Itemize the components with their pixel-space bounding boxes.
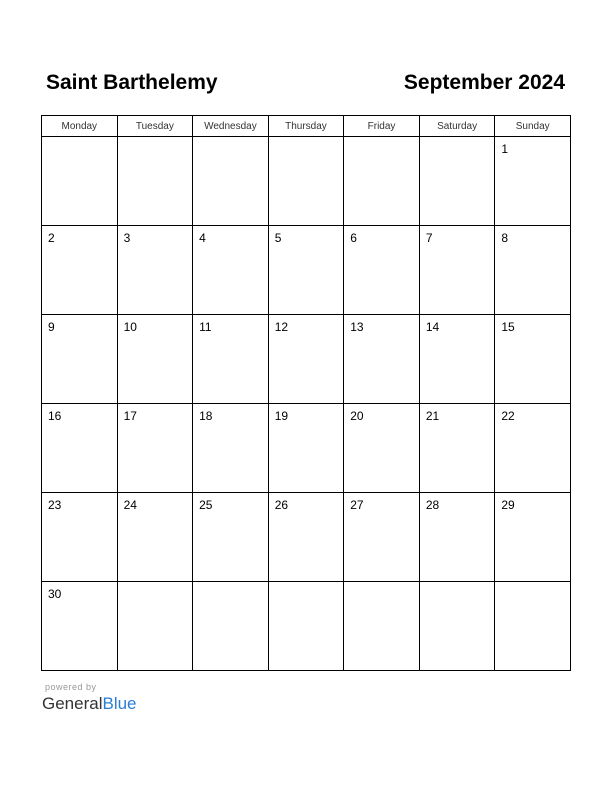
calendar-grid — [41, 115, 571, 671]
brand-blue-text: Blue — [102, 694, 137, 713]
day-cell — [268, 226, 344, 315]
weekday-header: Wednesday — [193, 116, 269, 137]
weekday-header: Friday — [344, 116, 420, 137]
day-number — [420, 137, 495, 142]
day-number: 28 — [425, 498, 440, 512]
week-row — [42, 137, 571, 226]
day-number: 26 — [274, 498, 289, 512]
day-cell — [42, 137, 118, 226]
day-number: 24 — [123, 498, 137, 512]
day-number: 4 — [199, 231, 206, 245]
day-number: 25 — [199, 498, 213, 512]
day-cell — [193, 315, 269, 404]
weekday-header: Sunday — [495, 116, 571, 137]
day-cell — [193, 582, 269, 671]
day-cell — [419, 226, 495, 315]
day-cell — [193, 137, 269, 226]
day-number: 12 — [274, 320, 289, 334]
day-cell — [495, 137, 571, 226]
day-number: 15 — [501, 320, 515, 334]
day-number: 17 — [123, 409, 137, 423]
day-number: 7 — [425, 231, 433, 245]
region-title: Saint Barthelemy — [46, 71, 218, 94]
day-cell — [117, 493, 193, 582]
weekday-header: Tuesday — [117, 116, 193, 137]
day-cell — [344, 493, 420, 582]
day-cell — [42, 226, 118, 315]
month-year-title: September 2024 — [403, 71, 565, 94]
day-number: 22 — [501, 409, 515, 423]
day-cell — [344, 404, 420, 493]
day-number — [118, 137, 193, 142]
day-number: 1 — [501, 142, 509, 156]
day-number: 21 — [425, 409, 440, 423]
day-number: 23 — [48, 498, 62, 512]
day-cell — [268, 315, 344, 404]
day-number: 2 — [48, 231, 55, 245]
day-cell — [117, 226, 193, 315]
day-cell — [268, 493, 344, 582]
weekday-header: Thursday — [268, 116, 344, 137]
day-number — [193, 137, 268, 142]
day-cell — [117, 315, 193, 404]
day-cell — [193, 493, 269, 582]
day-cell — [117, 137, 193, 226]
day-cell — [344, 137, 420, 226]
day-cell — [495, 493, 571, 582]
day-number: 13 — [350, 320, 364, 334]
day-cell — [117, 582, 193, 671]
day-number — [269, 137, 344, 142]
day-number — [42, 137, 117, 142]
week-row — [42, 315, 571, 404]
weekday-header: Monday — [42, 116, 118, 137]
day-number — [269, 582, 344, 587]
day-number: 14 — [425, 320, 440, 334]
day-number: 30 — [48, 587, 62, 601]
day-number — [344, 582, 419, 587]
powered-by-label: powered by — [45, 682, 97, 692]
day-cell — [193, 226, 269, 315]
day-number: 18 — [199, 409, 213, 423]
day-cell — [344, 582, 420, 671]
day-number: 29 — [501, 498, 515, 512]
day-cell — [419, 315, 495, 404]
week-row — [42, 582, 571, 671]
week-row — [42, 493, 571, 582]
weekday-header: Saturday — [419, 116, 495, 137]
day-cell — [117, 404, 193, 493]
day-cell — [419, 137, 495, 226]
day-number: 11 — [199, 320, 212, 334]
day-number: 9 — [48, 320, 55, 334]
day-cell — [419, 404, 495, 493]
day-number — [344, 137, 419, 142]
brand-general-text: General — [42, 694, 103, 713]
week-row — [42, 404, 571, 493]
day-cell — [344, 315, 420, 404]
day-number: 6 — [350, 231, 357, 245]
day-cell — [42, 404, 118, 493]
generalblue-logo-link[interactable] — [42, 694, 137, 714]
day-number — [193, 582, 268, 587]
day-cell — [495, 404, 571, 493]
day-cell — [42, 315, 118, 404]
day-cell — [344, 226, 420, 315]
day-number: 16 — [48, 409, 62, 423]
day-cell — [42, 493, 118, 582]
day-number: 5 — [274, 231, 282, 245]
day-number: 27 — [350, 498, 364, 512]
day-number — [118, 582, 193, 587]
day-number — [420, 582, 495, 587]
day-number: 8 — [501, 231, 509, 245]
week-row — [42, 226, 571, 315]
day-cell — [495, 582, 571, 671]
day-number: 19 — [274, 409, 289, 423]
day-cell — [419, 493, 495, 582]
day-cell — [495, 315, 571, 404]
day-number: 3 — [123, 231, 131, 245]
day-cell — [419, 582, 495, 671]
day-cell — [268, 137, 344, 226]
day-cell — [268, 582, 344, 671]
day-cell — [495, 226, 571, 315]
day-number: 20 — [350, 409, 364, 423]
weekday-header-row — [42, 116, 571, 137]
day-cell — [268, 404, 344, 493]
day-cell — [193, 404, 269, 493]
day-number — [495, 582, 570, 587]
day-number: 10 — [123, 320, 137, 334]
day-cell — [42, 582, 118, 671]
